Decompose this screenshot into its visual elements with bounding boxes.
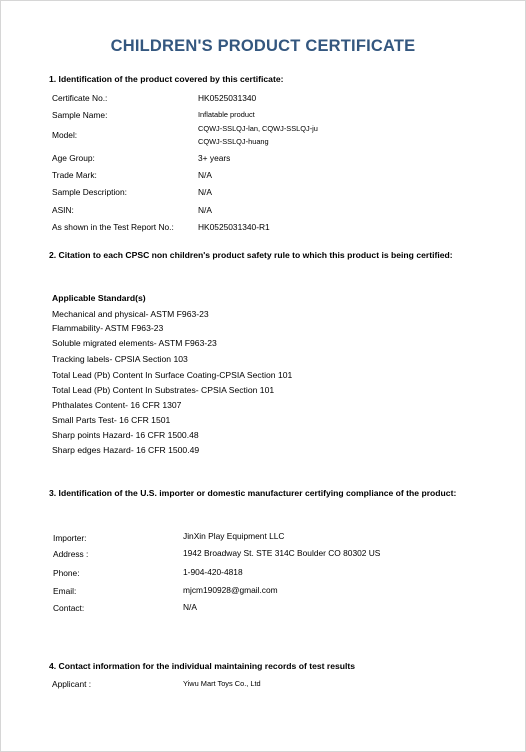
contact-label: Contact: [53,603,85,613]
model-value-line-1: CQWJ-SSLQJ-lan, CQWJ-SSLQJ-ju [198,124,318,133]
address-label: Address : [53,549,89,559]
asin-label: ASIN: [52,205,74,215]
asin-value: N/A [198,205,212,215]
standard-item: Phthalates Content- 16 CFR 1307 [52,400,182,410]
section-3-heading: 3. Identification of the U.S. importer or domestic manufacturer certifying compliance of the product: [49,488,457,498]
model-value-line-2: CQWJ-SSLQJ-huang [198,137,269,146]
standard-item: Tracking labels- CPSIA Section 103 [52,354,188,364]
importer-value: JinXin Play Equipment LLC [183,531,285,541]
sample-name-label: Sample Name: [52,110,108,120]
applicable-standards-title: Applicable Standard(s) [52,293,146,303]
applicant-label: Applicant : [52,679,92,689]
trade-mark-label: Trade Mark: [52,170,97,180]
age-group-value: 3+ years [198,153,231,163]
email-label: Email: [53,586,77,596]
email-value: mjcm190928@gmail.com [183,585,278,595]
section-2-heading: 2. Citation to each CPSC non children's product safety rule to which this product is being certified: [49,250,453,260]
test-report-value: HK0525031340-R1 [198,222,270,232]
certificate-title: CHILDREN'S PRODUCT CERTIFICATE [110,37,416,55]
standard-item: Total Lead (Pb) Content In Substrates- CPSIA Section 101 [52,385,275,395]
sample-description-label: Sample Description: [52,187,127,197]
section-4-heading: 4. Contact information for the individual maintaining records of test results [49,661,356,671]
phone-value: 1-904-420-4818 [183,567,243,577]
standard-item: Sharp edges Hazard- 16 CFR 1500.49 [52,445,200,455]
test-report-label: As shown in the Test Report No.: [52,222,174,232]
standard-item: Small Parts Test- 16 CFR 1501 [52,415,171,425]
standard-item: Total Lead (Pb) Content In Surface Coating-CPSIA Section 101 [52,370,293,380]
model-label: Model: [52,130,78,140]
address-value: 1942 Broadway St. STE 314C Boulder CO 80302 US [183,548,381,558]
trade-mark-value: N/A [198,170,212,180]
contact-value: N/A [183,602,197,612]
phone-label: Phone: [53,568,80,578]
standard-item: Flammability- ASTM F963-23 [52,323,164,333]
section-1-heading: 1. Identification of the product covered by this certificate: [49,74,284,84]
certificate-no-label: Certificate No.: [52,93,108,103]
certificate-no-value: HK0525031340 [198,93,257,103]
importer-label: Importer: [53,533,87,543]
standard-item: Soluble migrated elements- ASTM F963-23 [52,338,217,348]
sample-name-value: Inflatable product [198,110,255,119]
standard-item: Sharp points Hazard- 16 CFR 1500.48 [52,430,199,440]
applicant-value: Yiwu Mart Toys Co., Ltd [183,679,261,688]
standard-item: Mechanical and physical- ASTM F963-23 [52,309,209,319]
sample-description-value: N/A [198,187,212,197]
age-group-label: Age Group: [52,153,95,163]
